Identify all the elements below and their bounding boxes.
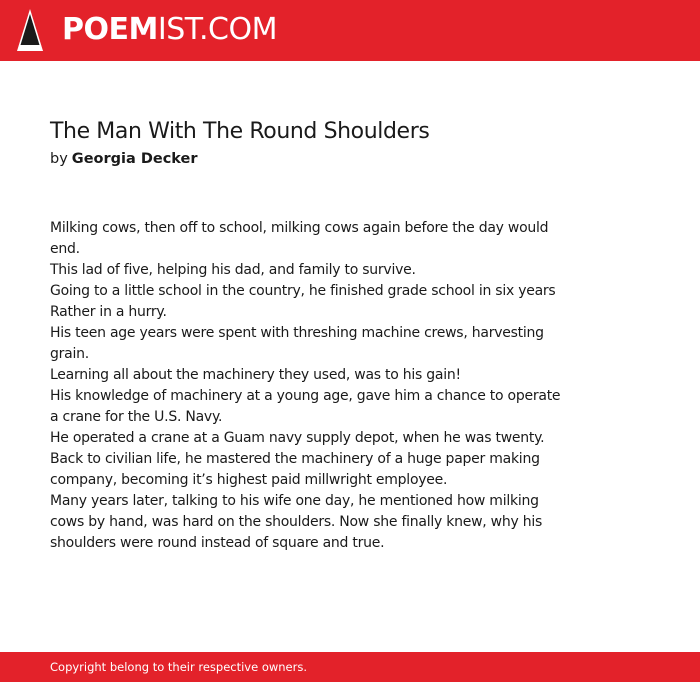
site-footer <box>0 652 700 682</box>
poem-line: His teen age years were spent with threshing machine crews, harvesting grain. <box>50 325 544 362</box>
poem-line: Back to civilian life, he mastered the machinery of a huge paper making company, becoming it’s highest paid millwright employee. <box>50 451 540 488</box>
by-label: by <box>50 151 68 167</box>
poem-line: Learning all about the machinery they used, was to his gain! <box>50 367 461 383</box>
byline <box>50 149 198 169</box>
site-logo[interactable] <box>62 12 277 48</box>
poem-line: Going to a little school in the country, he finished grade school in six years <box>50 283 556 299</box>
poem-line: This lad of five, helping his dad, and family to survive. <box>50 262 416 278</box>
site-header <box>0 0 700 61</box>
poem-line: Rather in a hurry. <box>50 304 167 320</box>
author-name: Georgia Decker <box>71 151 198 167</box>
poem-title: The Man With The Round Shoulders <box>50 119 430 144</box>
poem-line: He operated a crane at a Guam navy supply depot, when he was twenty. <box>50 430 545 446</box>
poem-line: Milking cows, then off to school, milking cows again before the day would end. <box>50 220 549 257</box>
poem-line: His knowledge of machinery at a young age, gave him a chance to operate a crane for the U.S. Navy. <box>50 388 561 425</box>
copyright-text: Copyright belong to their respective owners. <box>50 660 308 674</box>
logo-bold-text: POEM <box>62 12 158 47</box>
poem-line: Many years later, talking to his wife one day, he mentioned how milking cows by hand, was hard on the shoulders. Now she finally knew, why his shoulders were round instead of square and true. <box>50 493 543 551</box>
poem-body <box>50 218 565 554</box>
logo-light-text: IST.COM <box>157 12 277 47</box>
pencil-logo-icon[interactable] <box>17 9 43 51</box>
